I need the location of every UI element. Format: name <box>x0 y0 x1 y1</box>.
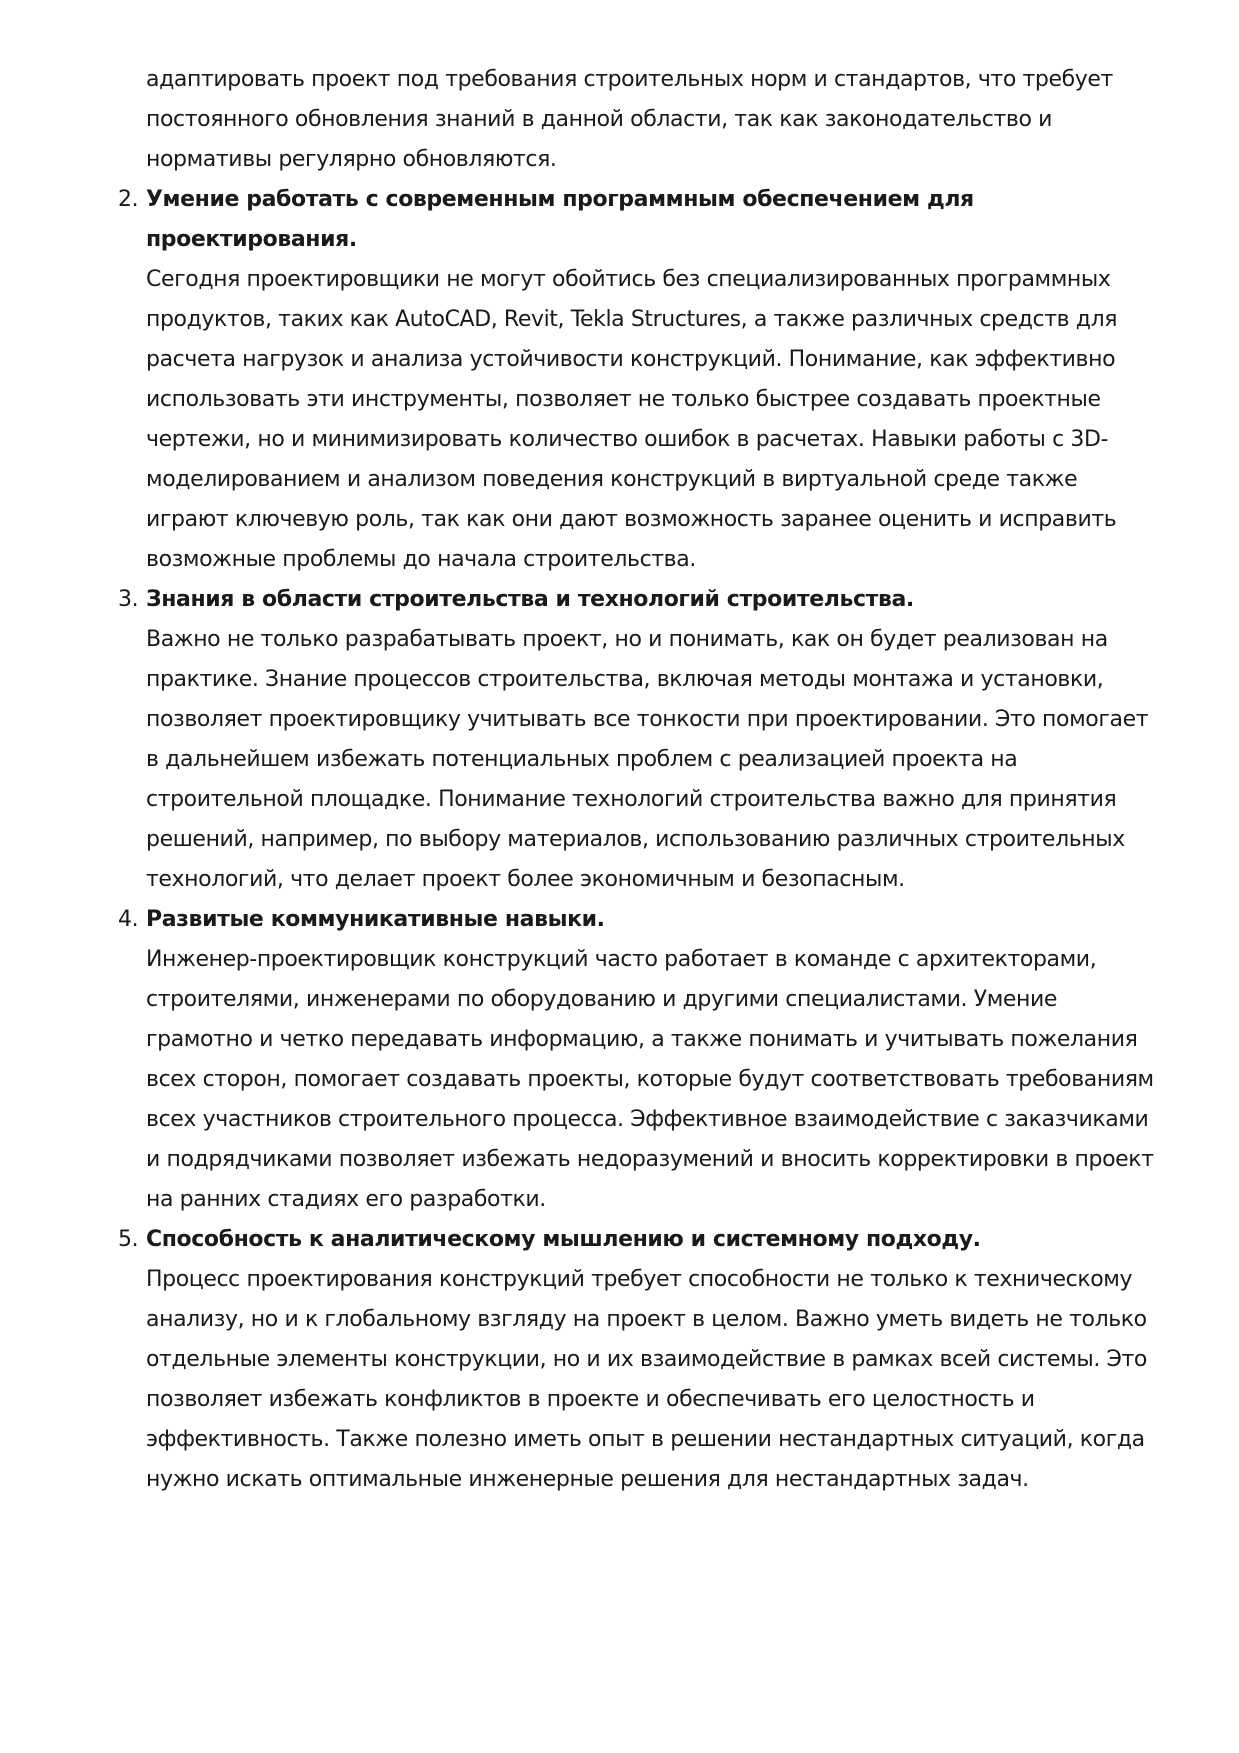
list-item-number: 2. <box>118 187 139 212</box>
skills-list <box>118 180 1166 1500</box>
list-item-title: Способность к аналитическому мышлению и системному подходу. <box>146 1227 981 1252</box>
list-item-body: Сегодня проектировщики не могут обойтись без специализированных программных продуктов, таких как AutoCAD, Revit, Tekla Structures, а также различных средств для расчета нагрузок и анализа устойчивости конструкций. Понимание, как эффективно использовать эти инструменты, позволяет не только быстрее создавать проектные чертежи, но и минимизировать количество ошибок в расчетах. Навыки работы с 3D-моделированием и анализом поведения конструкций в виртуальной среде также играют ключевую роль, так как они дают возможность заранее оценить и исправить возможные проблемы до начала строительства. <box>146 267 1118 572</box>
list-item-title: Развитые коммуникативные навыки. <box>146 907 605 932</box>
list-item <box>118 580 1166 900</box>
list-item-number: 3. <box>118 587 139 612</box>
list-item-title: Знания в области строительства и технологий строительства. <box>146 587 914 612</box>
list-item <box>118 1220 1166 1500</box>
list-item-title: Умение работать с современным программным обеспечением для проектирования. <box>146 187 974 252</box>
list-item <box>118 180 1166 580</box>
document-content <box>118 60 1166 1500</box>
list-item <box>118 900 1166 1220</box>
list-item-body: Важно не только разрабатывать проект, но и понимать, как он будет реализован на практике. Знание процессов строительства, включая методы монтажа и установки, позволяет проектировщику учитывать все тонкости при проектировании. Это помогает в дальнейшем избежать потенциальных проблем с реализацией проекта на строительной площадке. Понимание технологий строительства важно для принятия решений, например, по выбору материалов, использованию различных строительных технологий, что делает проект более экономичным и безопасным. <box>146 627 1149 892</box>
list-item-body: Процесс проектирования конструкций требует способности не только к техническому анализу, но и к глобальному взгляду на проект в целом. Важно уметь видеть не только отдельные элементы конструкции, но и их взаимодействие в рамках всей системы. Это позволяет избежать конфликтов в проекте и обеспечивать его целостность и эффективность. Также полезно иметь опыт в решении нестандартных ситуаций, когда нужно искать оптимальные инженерные решения для нестандартных задач. <box>146 1267 1147 1492</box>
list-item-number: 5. <box>118 1227 139 1252</box>
lead-paragraph: адаптировать проект под требования строительных норм и стандартов, что требует постоянного обновления знаний в данной области, так как законодательство и нормативы регулярно обновляются. <box>146 67 1113 172</box>
list-item-number: 4. <box>118 907 139 932</box>
list-item-body: Инженер-проектировщик конструкций часто работает в команде с архитекторами, строителями, инженерами по оборудованию и другими специалистами. Умение грамотно и четко передавать информацию, а также понимать и учитывать пожелания всех сторон, помогает создавать проекты, которые будут соответствовать требованиям всех участников строительного процесса. Эффективное взаимодействие с заказчиками и подрядчиками позволяет избежать недоразумений и вносить корректировки в проект на ранних стадиях его разработки. <box>146 947 1154 1212</box>
